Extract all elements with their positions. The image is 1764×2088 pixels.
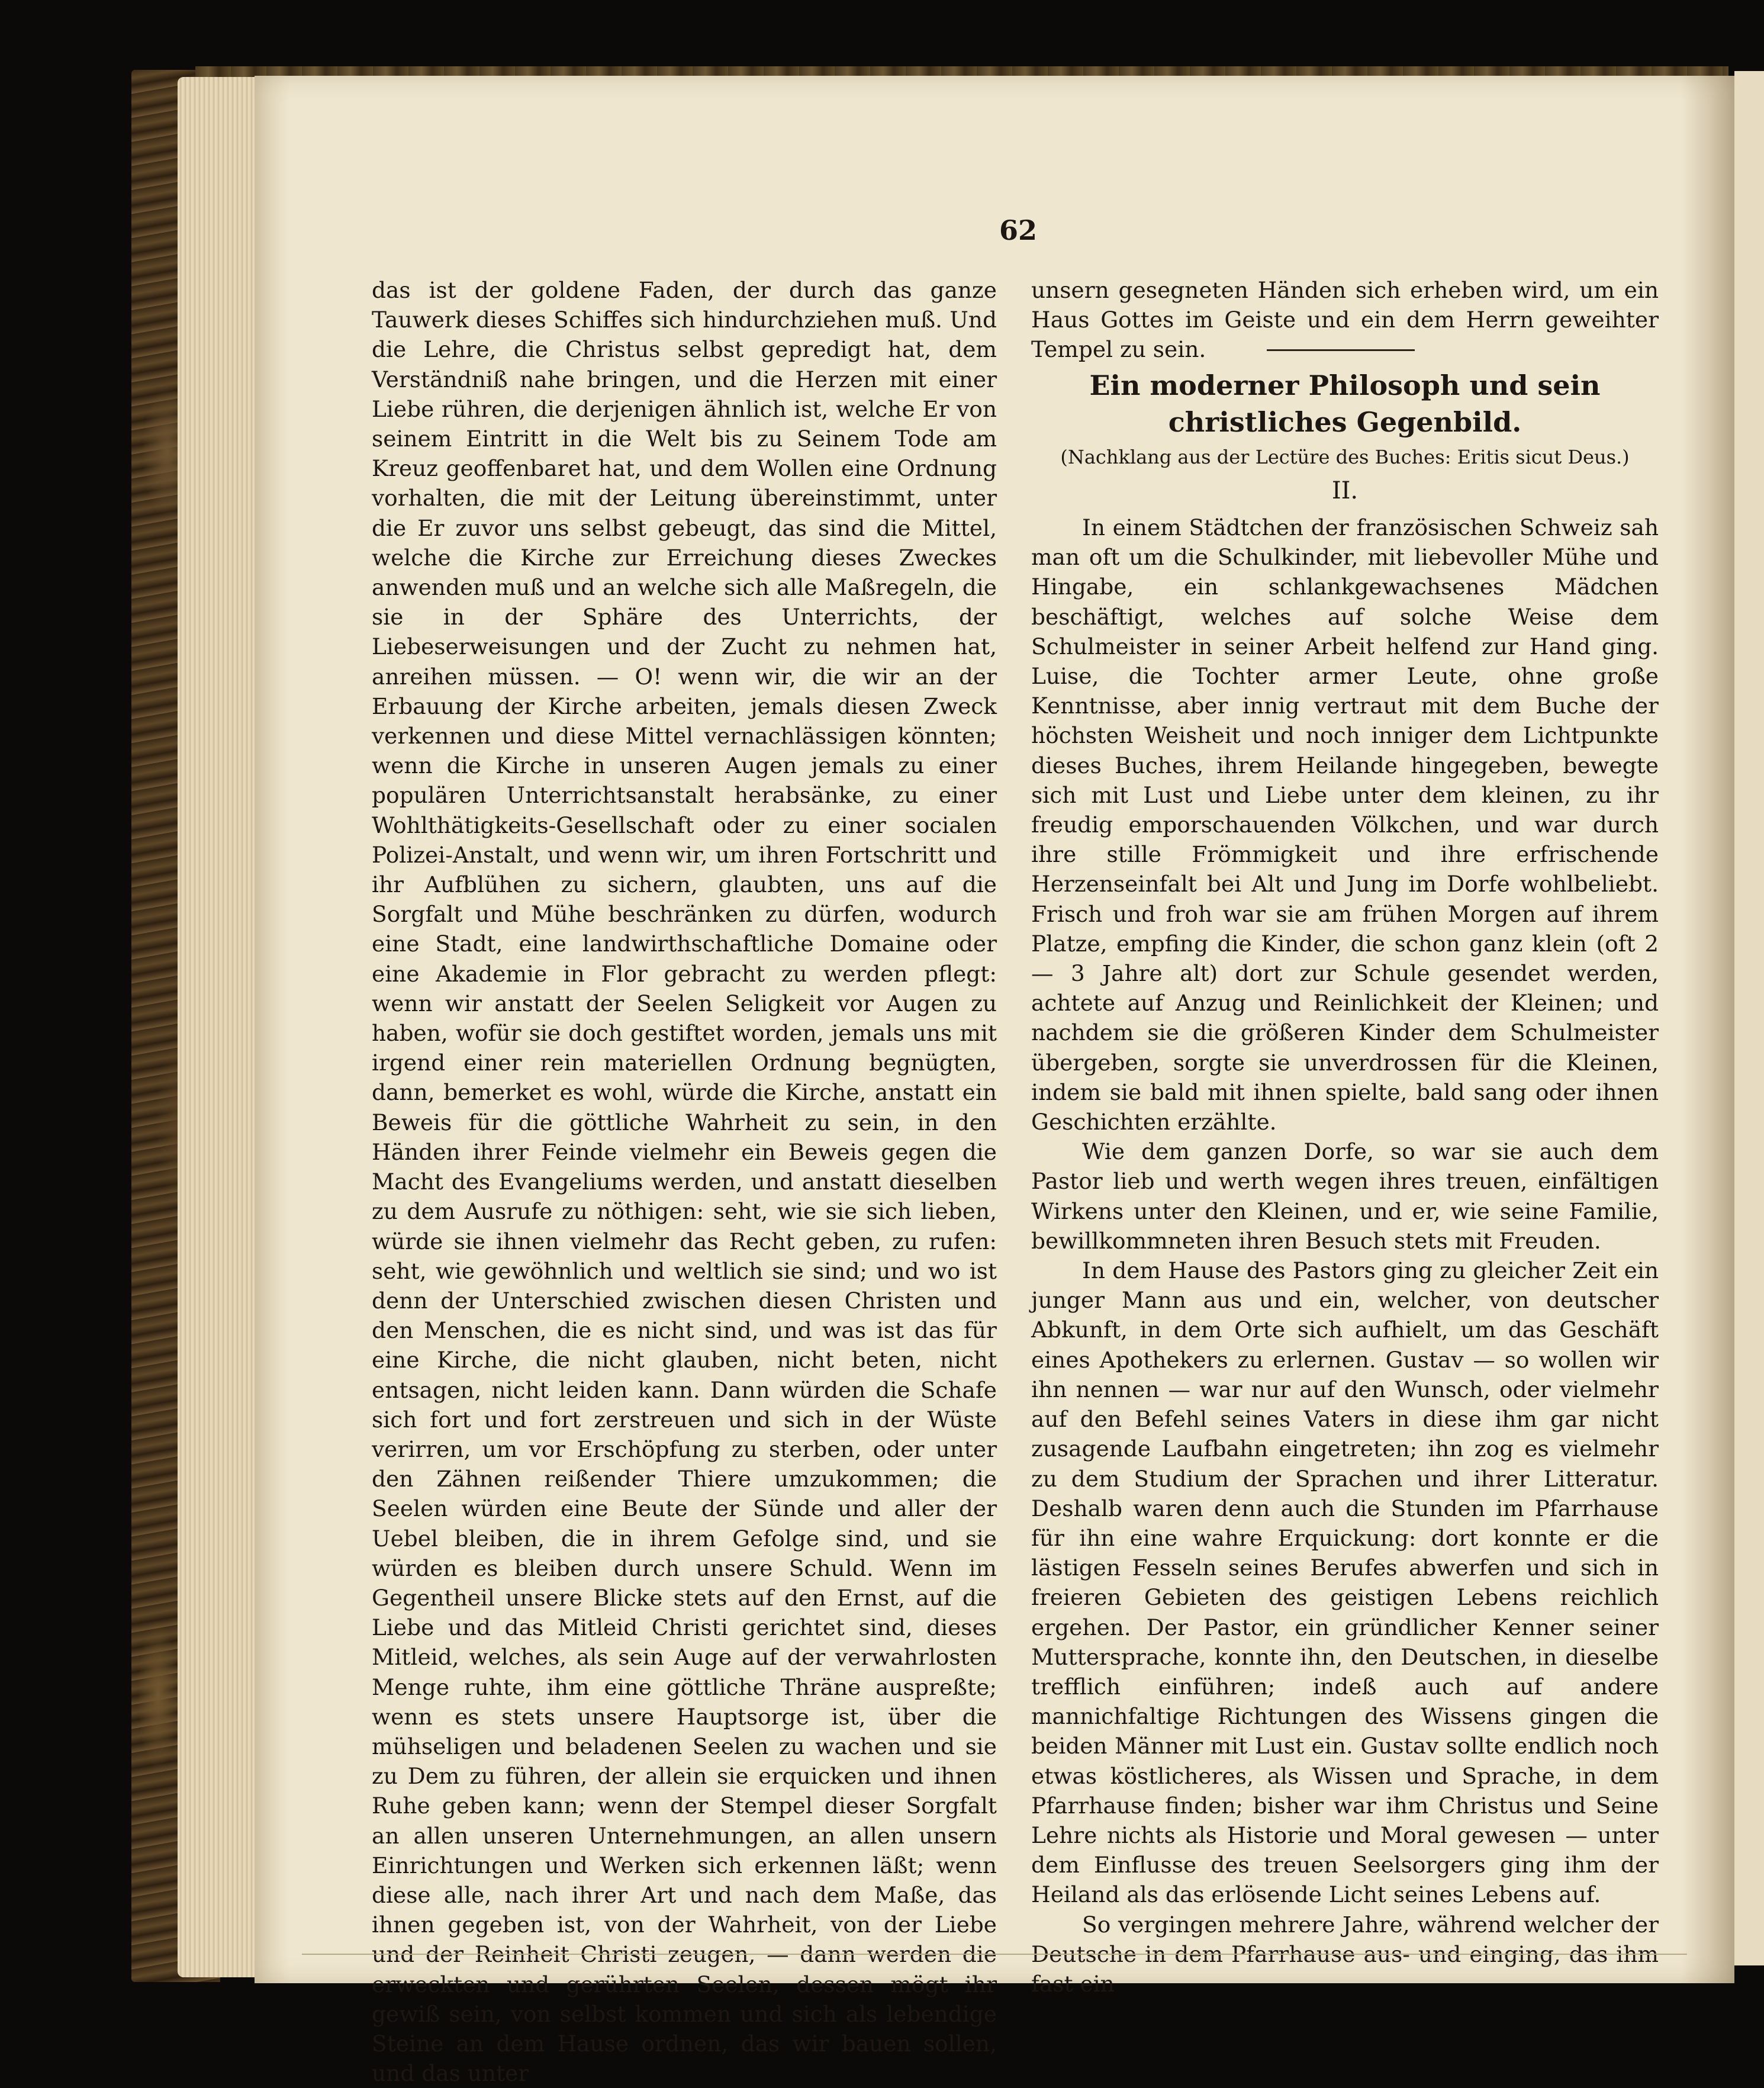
paragraph: So vergingen mehrere Jahre, während welcher der Deutsche in dem Pfarrhause aus- und einging, das ihm fast ein bbox=[1031, 1911, 1659, 1997]
right-column-body bbox=[1031, 513, 1659, 1999]
paragraph: Wie dem ganzen Dorfe, so war sie auch dem Pastor lieb und werth wegen ihres treuen, einfältigen Wirkens unter den Kleinen, und er, wie seine Familie, bewillkommneten ihren Besuch stets mit Freuden. bbox=[1031, 1138, 1659, 1254]
article-title: Ein moderner Philosoph und sein christliches Gegenbild. bbox=[1089, 369, 1601, 438]
paragraph: In dem Hause des Pastors ging zu gleicher Zeit ein junger Mann aus und ein, welcher, von deutscher Abkunft, in dem Orte sich aufhielt, um das Geschäft eines Apothekers zu erlernen. Gustav — so wollen wir ihn nennen — war nur auf den Wunsch, oder vielmehr auf den Befehl seines Vaters in diese ihm gar nicht zusagende Laufbahn eingetreten; ihn zog es vielmehr zu dem Studium der Sprachen und ihrer Litteratur. Deshalb waren denn auch die Stunden im Pfarrhause für ihn eine wahre Erquickung: dort konnte er die lästigen Fesseln seines Berufes abwerfen und sich in freieren Gebieten des geistigen Lebens reichlich ergehen. Der Pastor, ein gründlicher Kenner seiner Muttersprache, konnte ihn, den Deutschen, in dieselbe trefflich einführen; indeß auch auf andere mannichfaltige Richtungen des Wissens gingen die beiden Männer mit Lust ein. Gustav sollte endlich noch etwas köstlicheres, als Wissen und Sprache, in dem Pfarrhause finden; bisher war ihm Christus und Seine Lehre nichts als Historie und Moral gewesen — unter dem Einflusse des treuen Seelsorgers ging ihm der Heiland als das erlösende Licht seines Lebens auf. bbox=[1031, 1257, 1659, 1908]
page-number: 62 bbox=[999, 214, 1037, 246]
continuation-text: unsern gesegneten Händen sich erheben wird, um ein Haus Gottes im Geiste und ein dem Herrn geweihter Tempel zu sein. bbox=[1031, 277, 1659, 363]
paragraph: In einem Städtchen der französischen Schweiz sah man oft um die Schulkinder, mit liebevoller Mühe und Hingabe, ein schlankgewachsenes Mädchen beschäftigt, welches auf solche Weise dem Schulmeister in seiner Arbeit helfend zur Hand ging. Luise, die Tochter armer Leute, ohne große Kenntnisse, aber innig vertraut mit dem Buche der höchsten Weisheit und noch inniger dem Lichtpunkte dieses Buches, ihrem Heilande hingegeben, bewegte sich mit Lust und Liebe unter dem kleinen, zu ihr freudig emporschauenden Völkchen, und war durch ihre stille Frömmigkeit und ihre erfrischende Herzenseinfalt bei Alt und Jung im Dorfe wohlbeliebt. Frisch und froh war sie am frühen Morgen auf ihrem Platze, empfing die Kinder, die schon ganz klein (oft 2 — 3 Jahre alt) dort zur Schule gesendet werden, achtete auf Anzug und Reinlichkeit der Kleinen; und nachdem sie die größeren Kinder dem Schulmeister übergeben, sorgte sie unverdrossen für die Kleinen, indem sie bald mit ihnen spielte, bald sang oder ihnen Geschichten erzählte. bbox=[1031, 514, 1659, 1135]
left-column-text: das ist der goldene Faden, der durch das ganze Tauwerk dieses Schiffes sich hindurchziehen muß. Und die Lehre, die Christus selbst gepredigt hat, dem Verständniß nahe bringen, und die Herzen mit einer Liebe rühren, die derjenigen ähnlich ist, welche Er von seinem Eintritt in die Welt bis zu Seinem Tode am Kreuz geoffenbaret hat, und dem Wollen eine Ordnung vorhalten, die mit der Leitung übereinstimmt, unter die Er zuvor uns selbst gebeugt, das sind die Mittel, welche die Kirche zur Erreichung dieses Zweckes anwenden muß und an welche sich alle Maßregeln, die sie in der Sphäre des Unterrichts, der Liebeserweisungen und der Zucht zu nehmen hat, anreihen müssen. — O! wenn wir, die wir an der Erbauung der Kirche arbeiten, jemals diesen Zweck verkennen und diese Mittel vernachlässigen könnten; wenn die Kirche in unseren Augen jemals zu einer populären Unterrichtsanstalt herabsänke, zu einer Wohlthätigkeits-Gesellschaft oder zu einer socialen Polizei-Anstalt, und wenn wir, um ihren Fortschritt und ihr Aufblühen zu sichern, glaubten, uns auf die Sorgfalt und Mühe beschränken zu dürfen, wodurch eine Stadt, eine landwirthschaftliche Domaine oder eine Akademie in Flor gebracht zu werden pflegt: wenn wir anstatt der Seelen Seligkeit vor Augen zu haben, wofür sie doch gestiftet worden, jemals uns mit irgend einer rein materiellen Ordnung begnügten, dann, bemerket es wohl, würde die Kirche, anstatt ein Beweis für die göttliche Wahrheit zu sein, in den Händen ihrer Feinde vielmehr ein Beweis gegen die Macht des Evangeliums werden, und anstatt dieselben zu dem Ausrufe zu nöthigen: seht, wie sie sich lieben, würde sie ihnen vielmehr das Recht geben, zu rufen: seht, wie gewöhnlich und weltlich sie sind; und wo ist denn der Unterschied zwischen diesen Christen und den Menschen, die es nicht sind, und was ist das für eine Kirche, die nicht glauben, nicht beten, nicht entsagen, nicht leiden kann. Dann würden die Schafe sich fort und fort zerstreuen und sich in der Wüste verirren, um vor Erschöpfung zu sterben, oder unter den Zähnen reißender Thiere umzukommen; die Seelen würden eine Beute der Sünde und aller der Uebel bleiben, die in ihrem Gefolge sind, und sie würden es bleiben durch unsere Schuld. Wenn im Gegentheil unsere Blicke stets auf den Ernst, auf die Liebe und das Mitleid Christi gerichtet sind, dieses Mitleid, welches, als sein Auge auf der verwahrlosten Menge ruhte, ihm eine göttliche Thräne auspreßte; wenn es stets unsere Hauptsorge ist, über die mühseligen und beladenen Seelen zu wachen und sie zu Dem zu führen, der allein sie erquicken und ihnen Ruhe geben kann; wenn der Stempel dieser Sorgfalt an allen unseren Unternehmungen, an allen unsern Einrichtungen und Werken sich erkennen läßt; wenn diese alle, nach ihrer Art und nach dem Maße, das ihnen gegeben ist, von der Wahrheit, von der Liebe und der Reinheit Christi zeugen, — dann werden die erweckten und gerührten Seelen, dessen mögt ihr gewiß sein, von selbst kommen und sich als lebendige Steine an dem Hause ordnen, das wir bauen sollen, und das unter bbox=[372, 277, 997, 2087]
left-column bbox=[372, 275, 997, 2088]
article-subtitle: (Nachklang aus der Lectüre des Buches: Eritis sicut Deus.) bbox=[1060, 446, 1630, 468]
facing-page-strip bbox=[1734, 71, 1764, 1965]
right-column-continuation bbox=[1031, 275, 1659, 365]
article-part-number: II. bbox=[1331, 477, 1359, 504]
page-bottom-edge-line bbox=[302, 1954, 1687, 1955]
section-divider bbox=[1267, 349, 1415, 351]
